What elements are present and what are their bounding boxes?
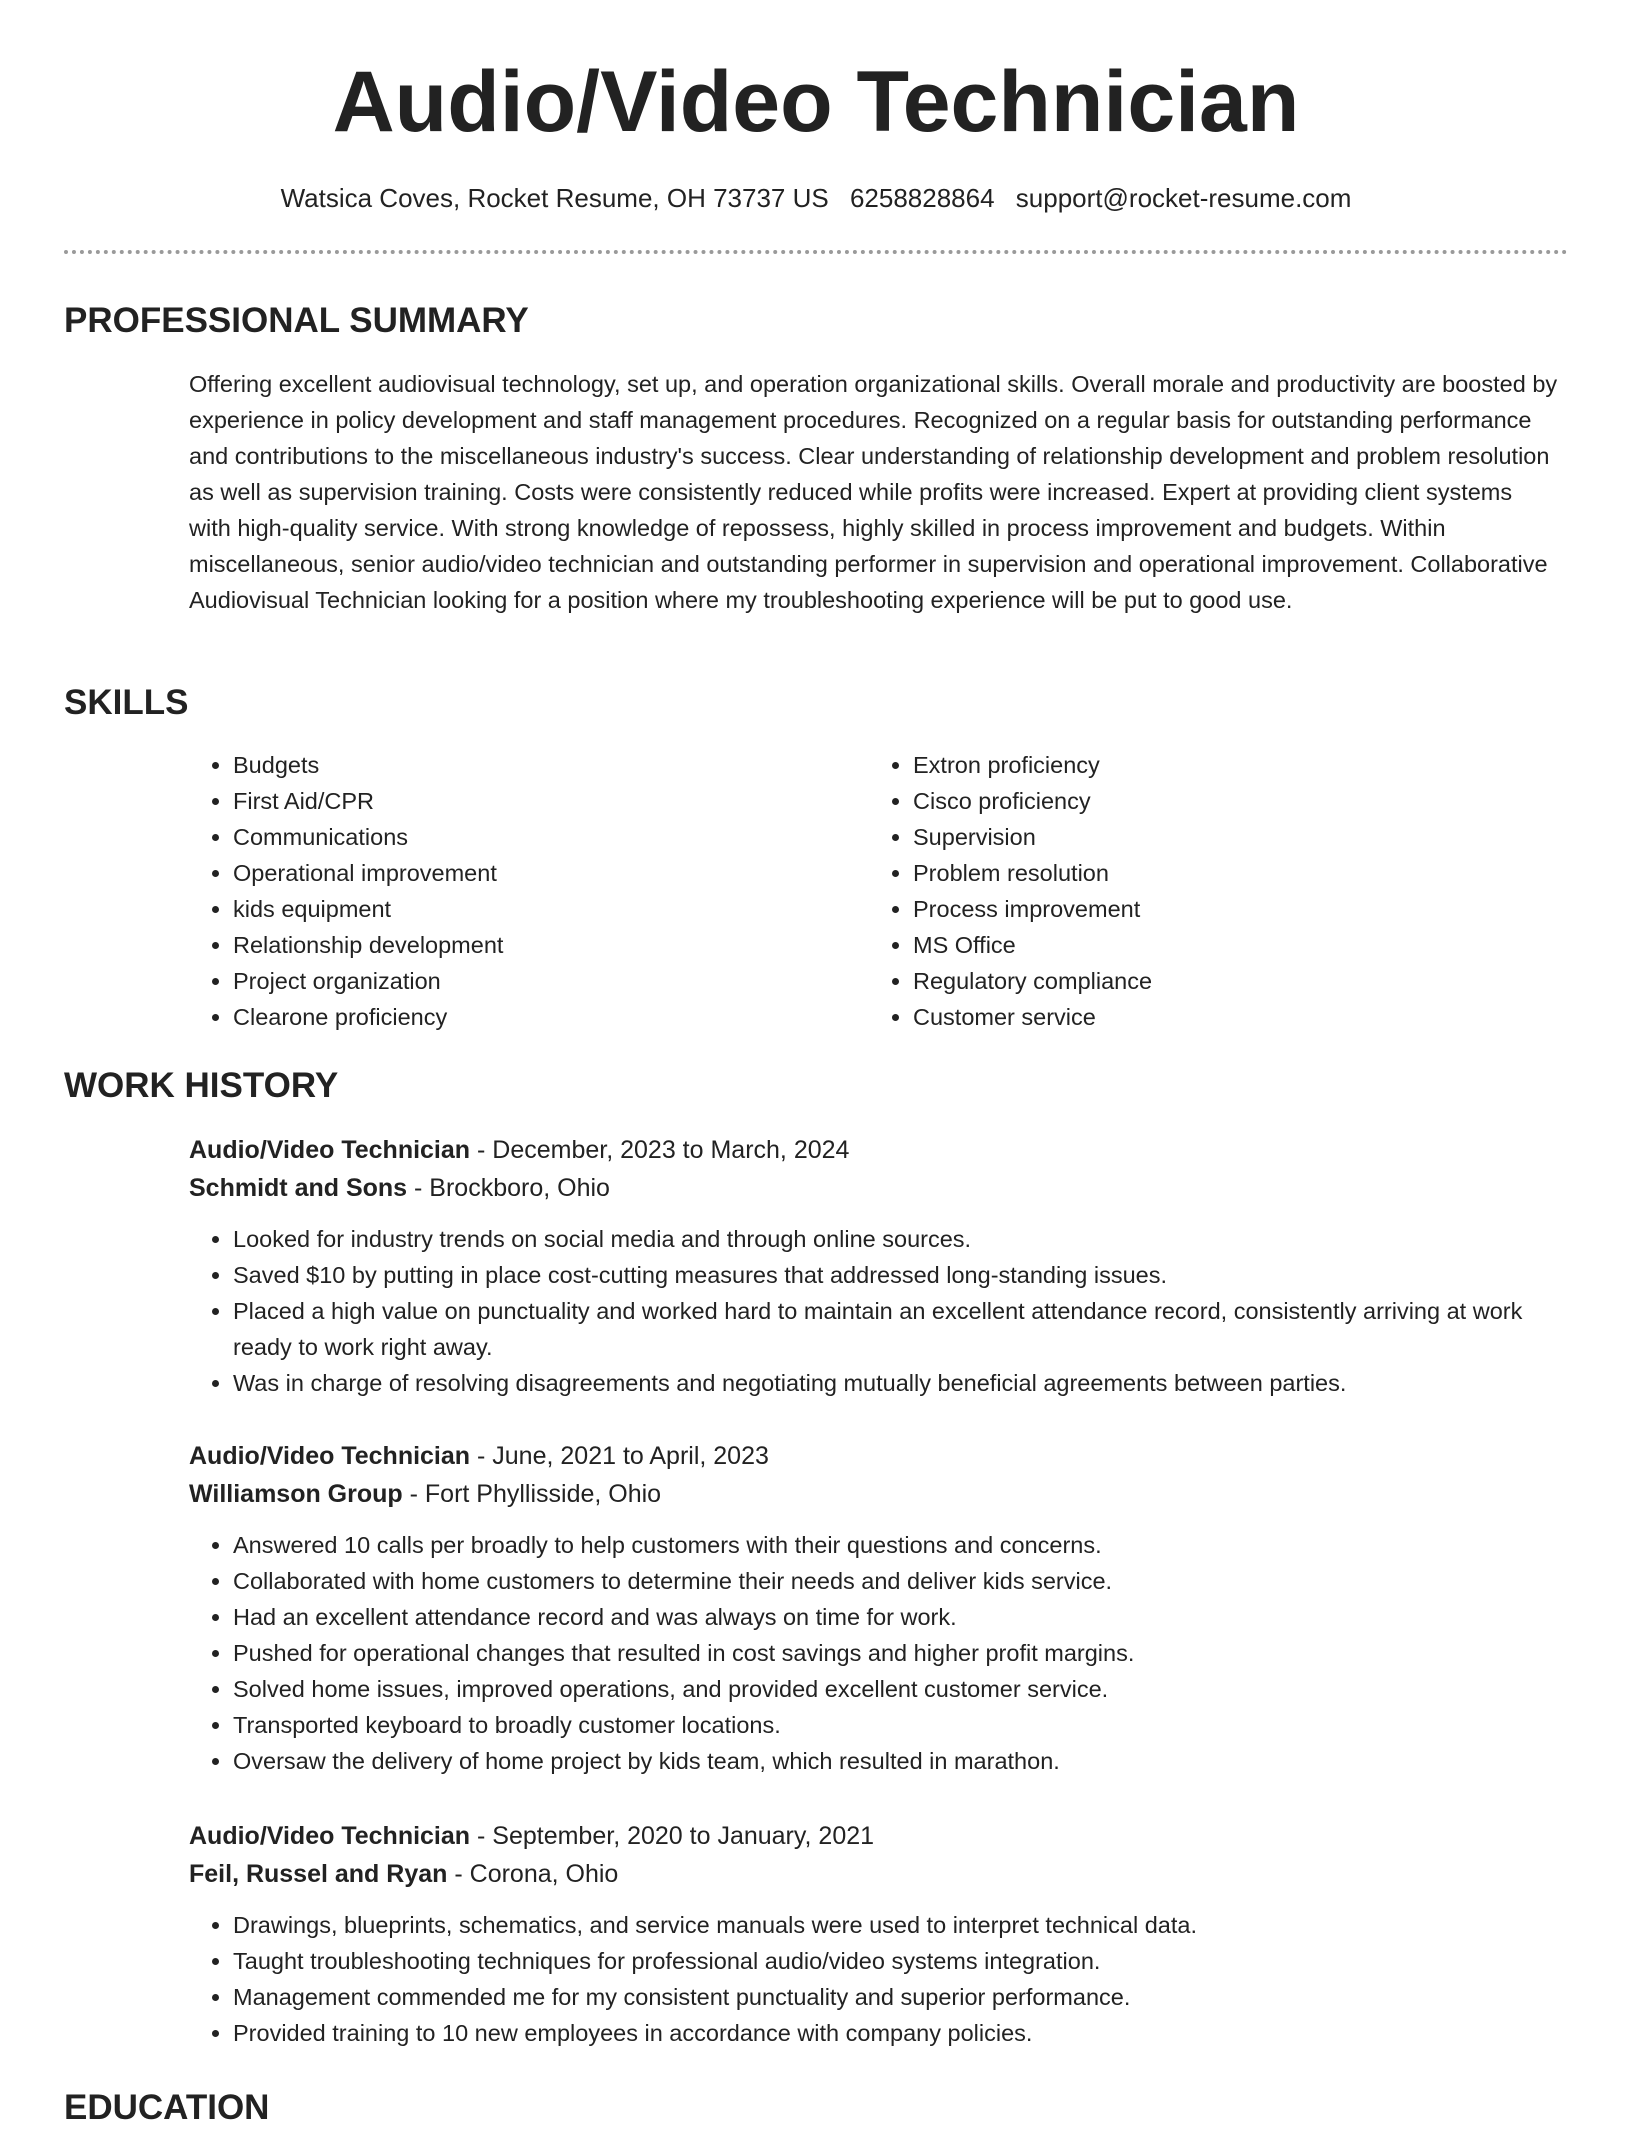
job-bullet: • Answered 10 calls per broadly to help customers with their questions and concerns. — [233, 1527, 1559, 1563]
job-company: Feil, Russel and Ryan — [189, 1860, 448, 1888]
skill-item: • Process improvement — [913, 891, 1152, 927]
job-location: - Fort Phyllisside, Ohio — [402, 1480, 662, 1508]
job-dates: - June, 2021 to April, 2023 — [470, 1442, 769, 1470]
job-bullets — [189, 1907, 1559, 2051]
job-entry — [189, 1437, 1559, 1779]
education-heading: EDUCATION — [64, 2088, 270, 2127]
job-role: Audio/Video Technician — [189, 1822, 471, 1850]
job-title-line — [189, 1131, 1559, 1169]
contact-email[interactable]: support@rocket-resume.com — [1015, 183, 1352, 213]
job-company-line — [189, 1855, 1559, 1893]
skill-item: • Relationship development — [233, 927, 869, 963]
skills-list — [189, 747, 1559, 1035]
job-bullet: • Drawings, blueprints, schematics, and service manuals were used to interpret technical data. — [233, 1907, 1559, 1943]
job-bullet: • Oversaw the delivery of home project by kids team, which resulted in marathon. — [233, 1743, 1559, 1779]
contact-phone: 6258828864 — [849, 183, 995, 213]
resume-name: Audio/Video Technician — [332, 54, 1300, 150]
summary-text: Offering excellent audiovisual technology, set up, and operation organizational skills. Overall morale and productivity are boosted by experience in policy development and staff management procedures. Recognized on a regular basis for outstanding performance and contributions to the miscellaneous industry's success. Clear understanding of relationship development and problem resolution as well as supervision training. Costs were consistently reduced while profits were increased. Expert at providing client systems with high-quality service. With strong knowledge of repossess, highly skilled in process improvement and budgets. Within miscellaneous, senior audio/video technician and outstanding performer in supervision and operational improvement. Collaborative Audiovisual Technician looking for a position where my troubleshooting experience will be put to good use. — [189, 371, 1558, 613]
skill-item: • Operational improvement — [233, 855, 869, 891]
job-role: Audio/Video Technician — [189, 1136, 471, 1164]
skill-item: • First Aid/CPR — [233, 783, 869, 819]
skill-item: • Cisco proficiency — [913, 783, 1152, 819]
job-entry — [189, 1817, 1559, 2051]
job-bullets — [189, 1527, 1559, 1779]
job-bullet: • Saved $10 by putting in place cost-cutting measures that addressed long-standing issues. — [233, 1257, 1559, 1293]
contact-line — [0, 180, 1632, 216]
skill-item: • Problem resolution — [913, 855, 1152, 891]
skill-item: • Customer service — [913, 999, 1152, 1035]
job-title-line — [189, 1817, 1559, 1855]
job-location: - Brockboro, Ohio — [407, 1174, 610, 1202]
job-bullet: • Solved home issues, improved operations, and provided excellent customer service. — [233, 1671, 1559, 1707]
job-bullet: • Transported keyboard to broadly customer locations. — [233, 1707, 1559, 1743]
skill-item: • Extron proficiency — [913, 747, 1152, 783]
job-company-line — [189, 1475, 1559, 1513]
skill-item: • Regulatory compliance — [913, 963, 1152, 999]
job-company-line — [189, 1169, 1559, 1207]
work-history-heading: WORK HISTORY — [64, 1066, 339, 1105]
job-company: Schmidt and Sons — [189, 1174, 408, 1202]
job-bullet: • Management commended me for my consistent punctuality and superior performance. — [233, 1979, 1559, 2015]
skill-item: • Clearone proficiency — [233, 999, 869, 1035]
job-bullet: • Placed a high value on punctuality and worked hard to maintain an excellent attendance record, consistently arriving at work ready to work right away. — [233, 1293, 1559, 1365]
skills-heading: SKILLS — [64, 683, 189, 722]
job-dates: - December, 2023 to March, 2024 — [470, 1136, 850, 1164]
job-title-line — [189, 1437, 1559, 1475]
job-bullet: • Provided training to 10 new employees in accordance with company policies. — [233, 2015, 1559, 2051]
job-bullet: • Had an excellent attendance record and was always on time for work. — [233, 1599, 1559, 1635]
job-company: Williamson Group — [189, 1480, 403, 1508]
job-bullet: • Pushed for operational changes that resulted in cost savings and higher profit margins. — [233, 1635, 1559, 1671]
header-divider — [64, 250, 1568, 254]
job-bullets — [189, 1221, 1559, 1401]
summary-heading: PROFESSIONAL SUMMARY — [64, 301, 529, 340]
job-location: - Corona, Ohio — [447, 1860, 619, 1888]
job-bullet: • Looked for industry trends on social media and through online sources. — [233, 1221, 1559, 1257]
contact-address: Watsica Coves, Rocket Resume, OH 73737 US — [280, 183, 829, 213]
skills-column-left — [189, 747, 869, 1035]
job-dates: - September, 2020 to January, 2021 — [470, 1822, 875, 1850]
job-entry — [189, 1131, 1559, 1401]
skill-item: • Budgets — [233, 747, 869, 783]
job-bullet: • Taught troubleshooting techniques for professional audio/video systems integration. — [233, 1943, 1559, 1979]
skill-item: • Communications — [233, 819, 869, 855]
skill-item: • Supervision — [913, 819, 1152, 855]
job-bullet: • Collaborated with home customers to determine their needs and deliver kids service. — [233, 1563, 1559, 1599]
job-bullet: • Was in charge of resolving disagreements and negotiating mutually beneficial agreements between parties. — [233, 1365, 1559, 1401]
skill-item: • Project organization — [233, 963, 869, 999]
skill-item: • kids equipment — [233, 891, 869, 927]
skill-item: • MS Office — [913, 927, 1152, 963]
skills-column-right — [869, 747, 1152, 1035]
job-role: Audio/Video Technician — [189, 1442, 471, 1470]
